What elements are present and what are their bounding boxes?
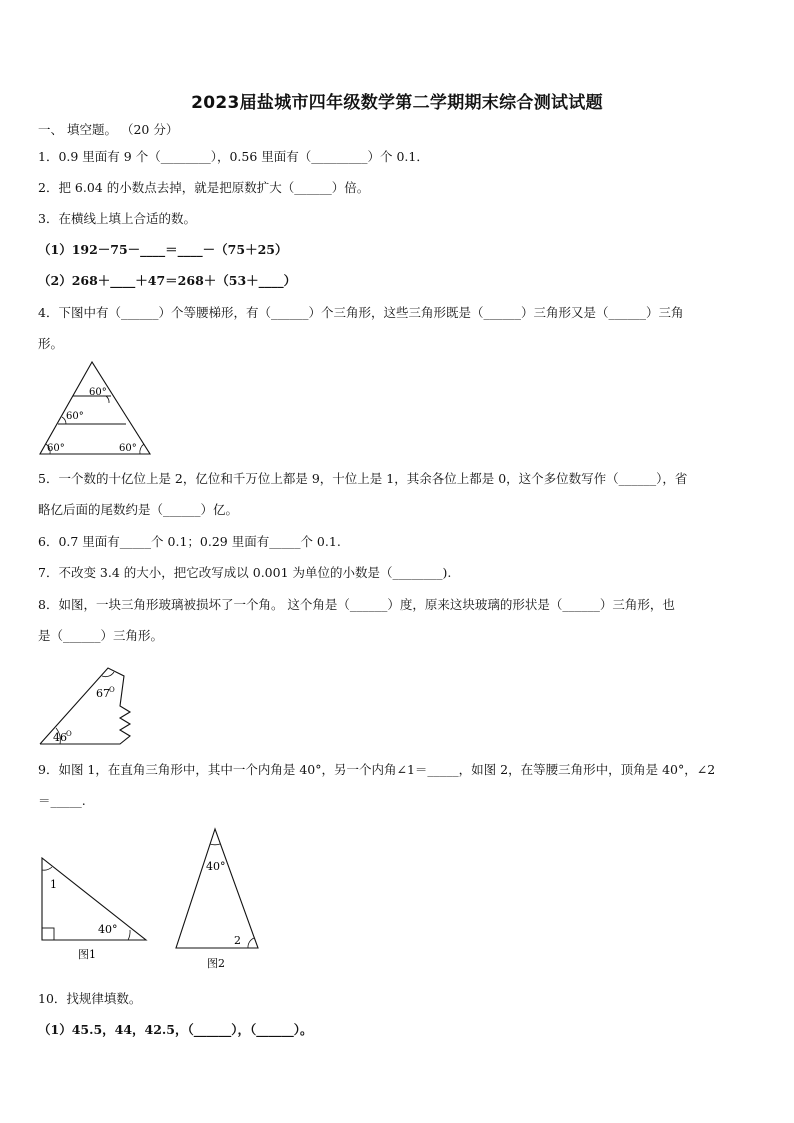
question-9-line-1: 9．如图 1，在直角三角形中，其中一个内角是 40°，另一个内角∠1＝_____，如图 2，在等腰三角形中，顶角是 40°，∠2 <box>38 762 716 777</box>
question-10: 10．找规律填数。 <box>38 991 142 1006</box>
question-6: 6．0.7 里面有_____个 0.1；0.29 里面有_____个 0.1. <box>38 534 341 549</box>
q4-triangle-figure <box>36 358 156 462</box>
q8-degree-top: O <box>109 686 115 694</box>
q9-right-triangle-figure <box>36 852 156 966</box>
question-4-line-2: 形。 <box>38 336 64 351</box>
q4-angle-mid: 60° <box>66 411 84 422</box>
q9-fig2-caption: 图2 <box>207 957 225 970</box>
question-5-line-1: 5．一个数的十亿位上是 2，亿位和千万位上都是 9，十位上是 1，其余各位上都是 0，这个多位数写作（______），省 <box>38 471 688 486</box>
question-2: 2．把 6.04 的小数点去掉，就是把原数扩大（______）倍。 <box>38 180 370 195</box>
question-8-line-2: 是（______）三角形。 <box>38 628 164 643</box>
q9-fig2-angle: 40° <box>206 860 226 873</box>
question-7: 7．不改变 3.4 的大小，把它改写成以 0.001 为单位的小数是（________). <box>38 565 452 580</box>
q8-angle-bottom: 46 <box>53 731 67 744</box>
question-3-part-2: （2）268＋____＋47＝268＋（53＋____） <box>38 273 297 288</box>
q4-angle-bottom-right: 60° <box>119 443 137 454</box>
q8-degree-bottom: O <box>66 730 72 738</box>
question-5-line-2: 略亿后面的尾数约是（______）亿。 <box>38 502 239 517</box>
question-8-line-1: 8．如图，一块三角形玻璃被损坏了一个角。 这个角是（______）度，原来这块玻璃的形状是（______）三角形，也 <box>38 597 675 612</box>
question-1: 1．0.9 里面有 9 个（________），0.56 里面有（_________）个 0.1． <box>38 149 429 164</box>
question-3-part-1: （1）192－75－____＝____－（75＋25） <box>38 242 288 257</box>
q9-fig1-angle: 40° <box>98 923 118 936</box>
q9-fig2-label-2: 2 <box>234 934 241 947</box>
q8-angle-top: 67 <box>96 687 110 700</box>
question-10-part-1: （1）45.5，44，42.5，（______），（______）。 <box>38 1022 313 1037</box>
q8-broken-triangle-figure <box>36 662 136 752</box>
q4-angle-bottom-left: 60° <box>47 443 65 454</box>
question-3: 3．在横线上填上合适的数。 <box>38 211 196 226</box>
q9-fig1-caption: 图1 <box>78 948 96 961</box>
section-heading: 一、 填空题。 （20 分） <box>38 122 179 137</box>
q9-isosceles-triangle-figure <box>170 826 265 976</box>
q4-angle-top: 60° <box>89 387 107 398</box>
question-9-line-2: ＝_____. <box>38 793 86 808</box>
question-4-line-1: 4．下图中有（______）个等腰梯形，有（______）个三角形，这些三角形既是（______）三角形又是（______）三角 <box>38 305 684 320</box>
page-title: 2023届盐城市四年级数学第二学期期末综合测试试题 <box>191 93 603 113</box>
q9-fig1-label-1: 1 <box>50 878 57 891</box>
